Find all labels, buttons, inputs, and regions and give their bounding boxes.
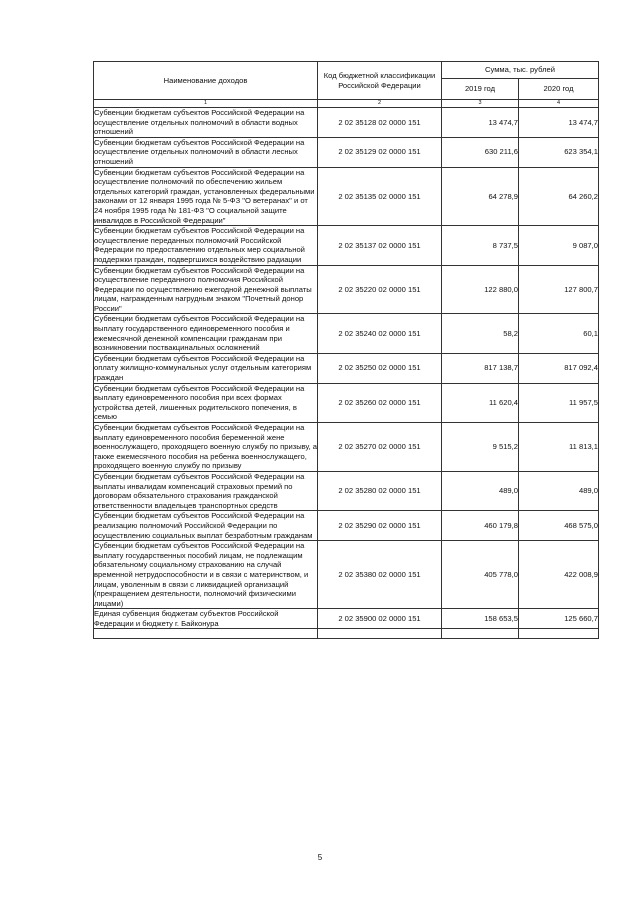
empty-cell bbox=[318, 629, 442, 639]
table-row bbox=[94, 108, 599, 138]
amount-2020: 13 474,7 bbox=[519, 108, 599, 138]
column-number: 3 bbox=[442, 100, 519, 108]
table-row bbox=[94, 511, 599, 541]
table-row bbox=[94, 471, 599, 510]
table-row bbox=[94, 383, 599, 422]
budget-code: 2 02 35129 02 0000 151 bbox=[318, 137, 442, 167]
budget-code: 2 02 35290 02 0000 151 bbox=[318, 511, 442, 541]
amount-2019: 11 620,4 bbox=[442, 383, 519, 422]
amount-2019: 13 474,7 bbox=[442, 108, 519, 138]
column-number: 2 bbox=[318, 100, 442, 108]
revenue-name: Субвенции бюджетам субъектов Российской Федерации на осуществление полномочий по обеспечению жильем отдельных категорий граждан, установленных федеральными законами от 12 января 1995 года № 5-ФЗ "О ветеранах" и от 24 ноября 1995 года № 181-ФЗ "О социальной защите инвалидов в Российской Федерации" bbox=[94, 167, 318, 226]
table-row bbox=[94, 609, 599, 629]
empty-cell bbox=[94, 629, 318, 639]
table-row bbox=[94, 541, 599, 609]
amount-2020: 64 260,2 bbox=[519, 167, 599, 226]
table-row bbox=[94, 137, 599, 167]
column-number: 4 bbox=[519, 100, 599, 108]
budget-code: 2 02 35260 02 0000 151 bbox=[318, 383, 442, 422]
amount-2019: 630 211,6 bbox=[442, 137, 519, 167]
table-row bbox=[94, 226, 599, 265]
column-number: 1 bbox=[94, 100, 318, 108]
table-body bbox=[94, 108, 599, 639]
revenue-name: Субвенции бюджетам субъектов Российской Федерации на выплату единовременного пособия беременной жене военнослужащего, проходящего военную службу по призыву, а также ежемесячного пособия на ребенка военнослужащего, проходящего военную службу по призыву bbox=[94, 423, 318, 471]
revenue-name: Субвенции бюджетам субъектов Российской Федерации на осуществление отдельных полномочий в области лесных отношений bbox=[94, 137, 318, 167]
budget-code: 2 02 35137 02 0000 151 bbox=[318, 226, 442, 265]
amount-2020: 489,0 bbox=[519, 471, 599, 510]
budget-code: 2 02 35380 02 0000 151 bbox=[318, 541, 442, 609]
amount-2020: 9 087,0 bbox=[519, 226, 599, 265]
amount-2020: 468 575,0 bbox=[519, 511, 599, 541]
amount-2019: 460 179,8 bbox=[442, 511, 519, 541]
budget-code: 2 02 35220 02 0000 151 bbox=[318, 265, 442, 314]
revenue-table bbox=[93, 61, 599, 639]
amount-2019: 122 880,0 bbox=[442, 265, 519, 314]
budget-code: 2 02 35128 02 0000 151 bbox=[318, 108, 442, 138]
revenue-name: Субвенции бюджетам субъектов Российской Федерации на осуществление переданного полномочия Российской Федерации по осуществлению ежегодной денежной выплаты лицам, награжденным нагрудным знаком "Почетный донор России" bbox=[94, 265, 318, 314]
header-sum: Сумма, тыс. рублей bbox=[442, 62, 599, 79]
page-number: 5 bbox=[317, 853, 323, 862]
empty-cell bbox=[519, 629, 599, 639]
amount-2019: 58,2 bbox=[442, 314, 519, 353]
budget-code: 2 02 35270 02 0000 151 bbox=[318, 423, 442, 472]
amount-2019: 158 653,5 bbox=[442, 609, 519, 629]
amount-2019: 64 278,9 bbox=[442, 167, 519, 226]
amount-2020: 817 092,4 bbox=[519, 353, 599, 383]
revenue-name: Единая субвенция бюджетам субъектов Российской Федерации и бюджету г. Байконура bbox=[94, 609, 318, 629]
amount-2019: 405 778,0 bbox=[442, 541, 519, 609]
table-row bbox=[94, 265, 599, 314]
amount-2020: 11 813,1 bbox=[519, 423, 599, 472]
revenue-name: Субвенции бюджетам субъектов Российской Федерации на выплату государственного единовременного пособия и ежемесячной денежной компенсации гражданам при возникновении поствакцинальных осложнений bbox=[94, 314, 318, 353]
table-row bbox=[94, 423, 599, 472]
revenue-name: Субвенции бюджетам субъектов Российской Федерации на осуществление переданных полномочий Российской Федерации по предоставлению отдельных мер социальной поддержки граждан, подвергшихся воздействию радиации bbox=[94, 226, 318, 265]
amount-2020: 60,1 bbox=[519, 314, 599, 353]
revenue-name: Субвенции бюджетам субъектов Российской Федерации на реализацию полномочий Российской Федерации по осуществлению социальных выплат безработным гражданам bbox=[94, 511, 318, 541]
column-number-row bbox=[94, 100, 599, 108]
table-row bbox=[94, 353, 599, 383]
table-row bbox=[94, 167, 599, 226]
revenue-name: Субвенции бюджетам субъектов Российской Федерации на оплату жилищно-коммунальных услуг отдельным категориям граждан bbox=[94, 353, 318, 383]
budget-code: 2 02 35900 02 0000 151 bbox=[318, 609, 442, 629]
amount-2019: 8 737,5 bbox=[442, 226, 519, 265]
amount-2019: 489,0 bbox=[442, 471, 519, 510]
revenue-name: Субвенции бюджетам субъектов Российской Федерации на осуществление отдельных полномочий в области водных отношений bbox=[94, 108, 318, 138]
table-header bbox=[94, 62, 599, 108]
amount-2020: 422 008,9 bbox=[519, 541, 599, 609]
header-code: Код бюджетной классификации Российской Федерации bbox=[318, 62, 442, 100]
empty-cell bbox=[442, 629, 519, 639]
amount-2020: 125 660,7 bbox=[519, 609, 599, 629]
amount-2020: 623 354,1 bbox=[519, 137, 599, 167]
amount-2020: 11 957,5 bbox=[519, 383, 599, 422]
table-row bbox=[94, 314, 599, 353]
header-name: Наименование доходов bbox=[94, 62, 318, 100]
budget-code: 2 02 35280 02 0000 151 bbox=[318, 471, 442, 510]
amount-2020: 127 800,7 bbox=[519, 265, 599, 314]
revenue-name: Субвенции бюджетам субъектов Российской Федерации на выплату единовременного пособия при всех формах устройства детей, лишенных родительского попечения, в семью bbox=[94, 383, 318, 422]
budget-code: 2 02 35240 02 0000 151 bbox=[318, 314, 442, 353]
table-row-empty bbox=[94, 629, 599, 639]
amount-2019: 9 515,2 bbox=[442, 423, 519, 472]
amount-2019: 817 138,7 bbox=[442, 353, 519, 383]
budget-code: 2 02 35250 02 0000 151 bbox=[318, 353, 442, 383]
revenue-name: Субвенции бюджетам субъектов Российской Федерации на выплату государственных пособий лицам, не подлежащим обязательному социальному страхованию на случай временной нетрудоспособности и в связи с материнством, и лицам, уволенным в связи с ликвидацией организаций (прекращением деятельности, полномочий физическими лицами) bbox=[94, 541, 318, 609]
header-year-2020: 2020 год bbox=[519, 79, 599, 100]
revenue-name: Субвенции бюджетам субъектов Российской Федерации на выплаты инвалидам компенсаций страховых премий по договорам обязательного страхования гражданской ответственности владельцев транспортных средств bbox=[94, 471, 318, 510]
header-year-2019: 2019 год bbox=[442, 79, 519, 100]
budget-code: 2 02 35135 02 0000 151 bbox=[318, 167, 442, 226]
